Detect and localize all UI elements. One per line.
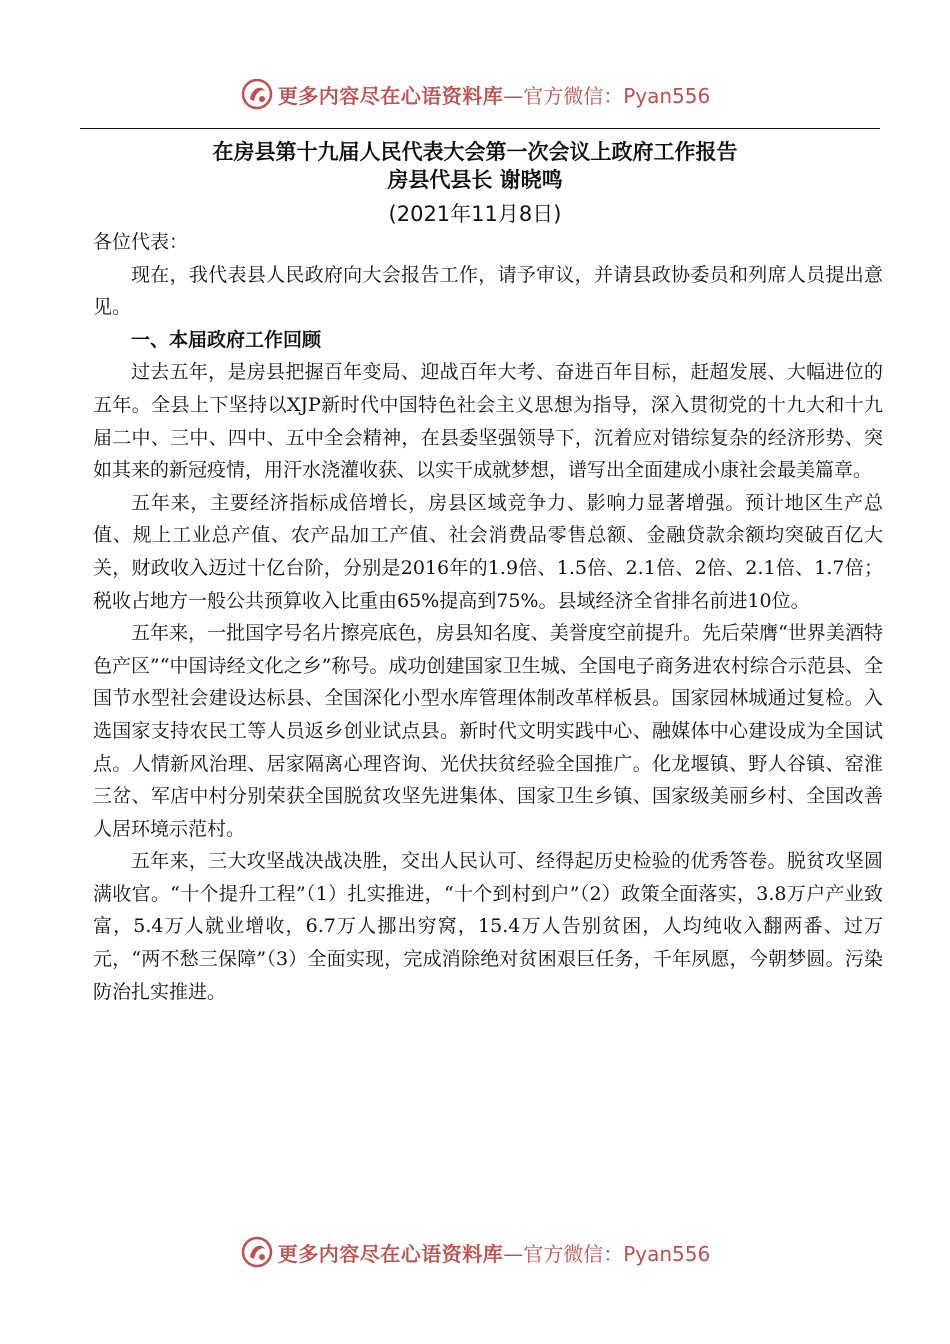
body-paragraph: 五年来，三大攻坚战决战决胜，交出人民认可、经得起历史检验的优秀答卷。脱贫攻坚圆满收官。“十个提升工程”（1）扎实推进，“十个到村到户”（2）政策全面落实，3.8万户产业致富，5.4万人就业增收，6.7万人挪出穷窝，15.4万人告别贫困，人均纯收入翻两番、过万元，“两不愁三保障”（3）全面实现，完成消除绝对贫困艰巨任务，千年夙愿，今朝梦圆。污染防治扎实推进。 — [93, 850, 883, 1003]
footer-banner — [0, 1232, 950, 1272]
document-date: (2021年11月8日) — [388, 202, 562, 226]
banner-brand-text: 更多内容尽在心语资料库 — [277, 83, 504, 108]
document-author: 房县代县长 谢晓鸣 — [387, 168, 563, 192]
banner-brand-text: 更多内容尽在心语资料库 — [277, 1241, 504, 1266]
body-paragraph: 过去五年，是房县把握百年变局、迎战百年大考、奋进百年目标，赶超发展、大幅进位的五年。全县上下坚持以XJP新时代中国特色社会主义思想为指导，深入贯彻党的十九大和十九届二中、三中、四中、五中全会精神，在县委坚强领导下，沉着应对错综复杂的经济形势、突如其来的新冠疫情，用汗水浇灌收获、以实干成就梦想，谱写出全面建成小康社会最美篇章。 — [93, 361, 883, 482]
document-body — [93, 226, 883, 1008]
document-title: 在房县第十九届人民代表大会第一次会议上政府工作报告 — [212, 140, 738, 164]
brand-logo-icon — [240, 77, 274, 111]
header-rule — [80, 128, 880, 129]
intro-paragraph: 现在，我代表县人民政府向大会报告工作，请予审议，并请县政协委员和列席人员提出意见。 — [93, 263, 883, 319]
brand-logo-icon — [240, 1235, 274, 1269]
banner-wechat-text: —官方微信：Pyan556 — [503, 83, 711, 108]
header-banner — [0, 74, 950, 114]
section-heading: 一、本届政府工作回顾 — [131, 328, 322, 351]
banner-wechat-text: —官方微信：Pyan556 — [503, 1241, 711, 1266]
body-paragraph: 五年来，主要经济指标成倍增长，房县区域竞争力、影响力显著增强。预计地区生产总值、规上工业总产值、农产品加工产值、社会消费品零售总额、金融贷款余额均突破百亿大关，财政收入迈过十亿台阶，分别是2016年的1.9倍、1.5倍、2.1倍、2倍、2.1倍、1.7倍；税收占地方一般公共预算收入比重由65%提高到75%。县域经济全省排名前进10位。 — [93, 491, 883, 612]
body-paragraph: 五年来，一批国字号名片擦亮底色，房县知名度、美誉度空前提升。先后荣膺“世界美酒特色产区”“中国诗经文化之乡”称号。成功创建国家卫生城、全国电子商务进农村综合示范县、全国节水型社会建设达标县、全国深化小型水库管理体制改革样板县。国家园林城通过复检。入选国家支持农民工等人员返乡创业试点县。新时代文明实践中心、融媒体中心建设成为全国试点。人情新风治理、居家隔离心理咨询、光伏扶贫经验全国推广。化龙堰镇、野人谷镇、窑淮三岔、军店中村分别荣获全国脱贫攻坚先进集体、国家卫生乡镇、国家级美丽乡村、全国改善人居环境示范村。 — [93, 622, 883, 840]
salutation: 各位代表： — [93, 231, 189, 253]
